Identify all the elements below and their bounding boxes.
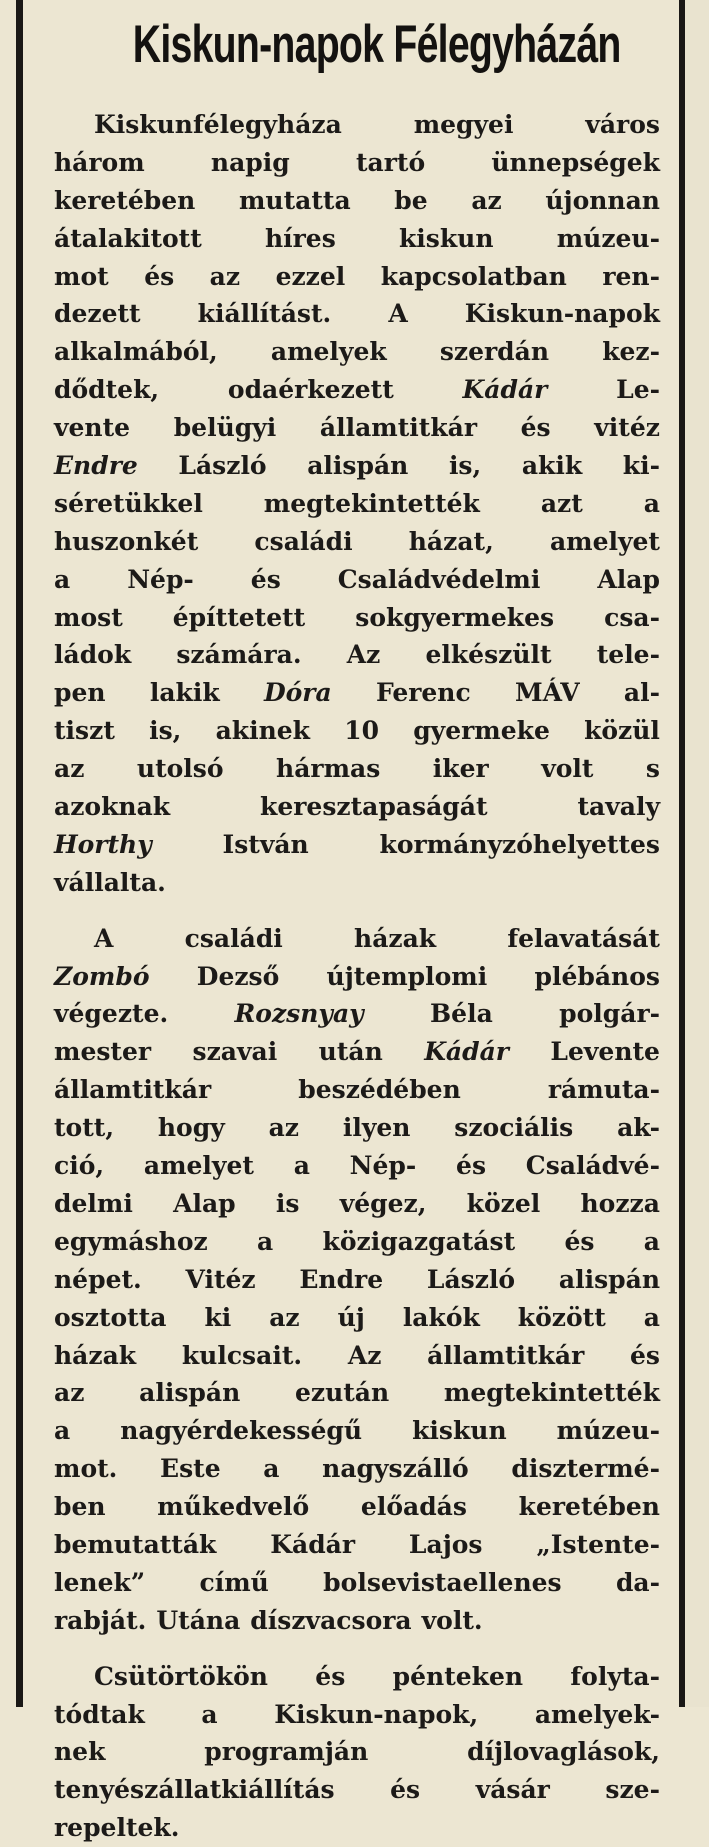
text-line <box>54 1185 660 1223</box>
word: átalakitott <box>54 223 202 253</box>
word: Levente <box>550 1037 660 1067</box>
word: az <box>54 1378 85 1408</box>
word: dezett <box>54 299 141 329</box>
word: múzeu- <box>556 1416 660 1446</box>
word: kez- <box>602 337 660 367</box>
word: tenyészállatkiállítás <box>54 1775 335 1805</box>
word: Az <box>347 1340 382 1370</box>
word: múzeu- <box>556 223 660 253</box>
word: közigazgatást <box>322 1226 516 1256</box>
word: ilyen <box>342 1113 411 1143</box>
word: Nép- <box>349 1151 417 1181</box>
text-line <box>54 333 660 371</box>
word: megyei <box>413 110 514 139</box>
word: alispán <box>139 1378 241 1408</box>
word: azoknak <box>54 792 171 822</box>
article-body <box>54 106 660 1847</box>
word: Csütörtökön <box>94 1661 268 1691</box>
word: László <box>178 451 267 481</box>
text-line <box>54 750 660 788</box>
word: most <box>54 602 123 632</box>
text-line <box>54 1261 660 1299</box>
text-line <box>54 1809 660 1847</box>
word: műkedvelő <box>157 1492 310 1522</box>
word: Kiskun-napok <box>464 299 660 329</box>
word: előadás <box>360 1492 467 1522</box>
text-line <box>54 144 660 182</box>
word: Alap <box>173 1188 236 1218</box>
word: ben <box>54 1492 106 1522</box>
italic-name: Endre <box>54 451 138 481</box>
word: házak <box>354 923 437 953</box>
word: Kiskun-napok, <box>274 1699 479 1729</box>
word: kormányzóhelyettes <box>379 829 660 859</box>
word: a <box>643 1226 660 1256</box>
word: és <box>520 413 551 443</box>
word: a <box>293 1151 310 1181</box>
word: egymáshoz <box>54 1226 208 1256</box>
italic-name: Kádár <box>424 1037 509 1067</box>
word: végezte. <box>54 999 169 1029</box>
word: ren- <box>602 261 660 291</box>
word: al- <box>623 678 660 708</box>
word: Vitéz <box>185 1264 256 1294</box>
text-line <box>54 864 660 902</box>
word: házak <box>54 1340 137 1370</box>
word: hogy <box>157 1113 225 1143</box>
word: díjlovaglások, <box>467 1737 660 1767</box>
word: pen <box>54 678 106 708</box>
text-line <box>54 1658 660 1696</box>
word: rámuta- <box>547 1075 660 1105</box>
word: számára. <box>176 640 302 670</box>
word: amelyet <box>143 1151 254 1181</box>
italic-name: Horthy <box>54 829 152 859</box>
word: tele- <box>596 640 660 670</box>
word: a <box>643 488 660 518</box>
italic-name: Zombó <box>54 961 150 991</box>
word: 10 <box>344 716 379 746</box>
word: napig <box>210 147 290 177</box>
word: lakik <box>149 678 220 708</box>
word: is, <box>149 716 182 746</box>
word: tavaly <box>577 792 660 822</box>
word: belügyi <box>173 413 277 443</box>
italic-name: Kádár <box>462 375 548 405</box>
word: építtetett <box>172 602 306 632</box>
word: Ferenc <box>375 678 471 708</box>
word: disztermé- <box>511 1454 660 1484</box>
word: szavai <box>192 1037 278 1067</box>
word: Este <box>160 1454 221 1484</box>
word: ládok <box>54 640 132 670</box>
word: vente <box>54 413 131 443</box>
word: tiszt <box>54 716 115 746</box>
word: Kádár <box>270 1529 356 1559</box>
word: Alap <box>597 564 660 594</box>
word: és <box>144 261 175 291</box>
word: az <box>268 1113 299 1143</box>
word: ció, <box>54 1151 105 1181</box>
text-line <box>54 1033 660 1071</box>
word: házat, <box>408 526 494 556</box>
text-line <box>54 1564 660 1602</box>
word: utolsó <box>136 754 224 784</box>
word: a <box>263 1454 280 1484</box>
word: nagyszálló <box>322 1454 469 1484</box>
word: dődtek, <box>54 375 160 405</box>
word: a <box>643 1302 660 1332</box>
word: csa- <box>604 602 660 632</box>
word: A <box>94 923 114 953</box>
word: s <box>645 754 660 784</box>
word: programján <box>204 1737 369 1767</box>
word: ünnepségek <box>491 147 660 177</box>
word: hármas <box>276 754 381 784</box>
word: delmi <box>54 1188 133 1218</box>
text-line <box>54 958 660 996</box>
article-paragraph <box>54 920 660 1640</box>
word: az <box>471 185 502 215</box>
text-line <box>54 295 660 333</box>
word: kulcsait. <box>181 1340 303 1370</box>
column-rule-left <box>16 0 23 1707</box>
word: amelyek- <box>534 1699 660 1729</box>
word: ak- <box>617 1113 660 1143</box>
italic-name: Dóra <box>263 678 332 708</box>
word: újtemplomi <box>326 961 488 991</box>
text-line <box>54 1412 660 1450</box>
article-headline: Kiskun-napok Félegyházán <box>132 15 621 74</box>
word: lakók <box>402 1302 480 1332</box>
text-line <box>54 1299 660 1337</box>
news-article <box>54 14 660 1847</box>
word: három <box>54 147 145 177</box>
text-line <box>54 1526 660 1564</box>
word: és <box>630 1340 660 1370</box>
word: megtekintették <box>263 488 480 518</box>
word: államtitkár <box>54 1075 212 1105</box>
text-line <box>54 409 660 447</box>
word: László <box>426 1264 516 1294</box>
word: volt <box>541 754 594 784</box>
word: gyermeke <box>413 716 550 746</box>
word: lenek” <box>54 1567 146 1597</box>
word: mot. <box>54 1454 118 1484</box>
text-line <box>54 1147 660 1185</box>
word: elkészült <box>425 640 552 670</box>
word: közül <box>584 716 660 746</box>
word: ezzel <box>275 261 346 291</box>
word: város <box>585 110 660 139</box>
word: az <box>209 261 241 291</box>
word: végez, <box>339 1188 427 1218</box>
word: az <box>54 754 85 784</box>
word: mutatta <box>238 185 351 215</box>
word: alispán <box>558 1264 660 1294</box>
word: amelyet <box>549 526 660 556</box>
word: új <box>337 1302 365 1332</box>
word: Családvé- <box>525 1151 660 1181</box>
word: a <box>201 1699 218 1729</box>
word: szerdán <box>439 337 550 367</box>
word: volt. <box>421 1605 483 1635</box>
italic-name: Rozsnyay <box>234 999 364 1029</box>
text-line <box>54 1733 660 1771</box>
word: folyta- <box>570 1661 660 1691</box>
word: a <box>257 1226 274 1256</box>
word: vállalta. <box>54 867 166 897</box>
text-line <box>54 106 660 144</box>
word: mot <box>54 261 109 291</box>
text-line <box>54 674 660 712</box>
word: családi <box>254 526 353 556</box>
word: be <box>394 185 428 215</box>
word: alispán <box>307 451 409 481</box>
text-line <box>54 258 660 296</box>
word: és <box>390 1775 421 1805</box>
paragraph-gap <box>54 1640 660 1658</box>
word: nagyérdekességű <box>120 1416 363 1446</box>
word: vásár <box>475 1775 550 1805</box>
word: keretében <box>518 1492 660 1522</box>
page-margin <box>685 0 709 1707</box>
word: között <box>517 1302 606 1332</box>
word: népet. <box>54 1264 142 1294</box>
word: amelyek <box>270 337 387 367</box>
text-line <box>54 523 660 561</box>
word: iker <box>432 754 489 784</box>
word: családi <box>184 923 283 953</box>
word: kiállítást. <box>197 299 332 329</box>
word: da- <box>615 1567 660 1597</box>
word: is <box>275 1188 300 1218</box>
word: bolsevistaellenes <box>323 1567 562 1597</box>
word: és <box>564 1226 595 1256</box>
word: és <box>315 1661 346 1691</box>
word: államtitkár <box>319 413 478 443</box>
text-line <box>54 1488 660 1526</box>
word: hozza <box>580 1188 660 1218</box>
text-line <box>54 182 660 220</box>
text-line <box>54 636 660 674</box>
text-line <box>54 712 660 750</box>
word: kiskun <box>398 223 494 253</box>
word: ezután <box>294 1378 390 1408</box>
word: MÁV <box>514 678 580 708</box>
word: tódtak <box>54 1699 145 1729</box>
word: rabját. <box>54 1605 147 1635</box>
word: államtitkár <box>427 1340 585 1370</box>
text-line <box>54 485 660 523</box>
word: Lajos <box>408 1529 483 1559</box>
text-line <box>54 1071 660 1109</box>
word: ki- <box>622 451 660 481</box>
text-line <box>54 599 660 637</box>
text-line <box>54 1450 660 1488</box>
word: pénteken <box>392 1661 524 1691</box>
text-line <box>54 1696 660 1734</box>
word: Kiskunfélegyháza <box>94 110 342 139</box>
text-line <box>54 920 660 958</box>
word: szociális <box>454 1113 574 1143</box>
word: vitéz <box>594 413 660 443</box>
word: István <box>222 829 309 859</box>
word: alkalmából, <box>54 337 218 367</box>
word: akik <box>521 451 583 481</box>
text-line <box>54 220 660 258</box>
word: nek <box>54 1737 106 1767</box>
word: Béla <box>430 999 493 1029</box>
word: beszédében <box>298 1075 461 1105</box>
word: kapcsolatban <box>380 261 567 291</box>
word: újonnan <box>545 185 660 215</box>
word: című <box>199 1567 269 1597</box>
word: sokgyermekes <box>355 602 555 632</box>
text-line <box>54 1771 660 1809</box>
word: ki <box>204 1302 232 1332</box>
word: osztotta <box>54 1302 167 1332</box>
text-line <box>54 371 660 409</box>
word: és <box>250 564 281 594</box>
text-line <box>54 561 660 599</box>
word: is, <box>448 451 482 481</box>
word: a <box>54 1416 71 1446</box>
word: huszonkét <box>54 526 199 556</box>
word: keretében <box>54 185 196 215</box>
word: Nép- <box>127 564 194 594</box>
word: repeltek. <box>54 1813 180 1843</box>
text-line <box>54 447 660 485</box>
text-line <box>54 1223 660 1261</box>
text-line <box>54 1337 660 1375</box>
word: mester <box>54 1037 152 1067</box>
text-line <box>54 1602 660 1640</box>
word: bemutatták <box>54 1529 217 1559</box>
word: Családvédelmi <box>337 564 541 594</box>
word: azt <box>540 488 583 518</box>
word: kiskun <box>412 1416 507 1446</box>
word: Le- <box>616 375 660 405</box>
paragraph-gap <box>54 902 660 920</box>
word: keresztapaságát <box>260 792 488 822</box>
word: sze- <box>605 1775 660 1805</box>
word: az <box>269 1302 300 1332</box>
word: megtekintették <box>443 1378 660 1408</box>
word: „Istente- <box>536 1529 660 1559</box>
text-line <box>54 1109 660 1147</box>
word: tartó <box>356 147 426 177</box>
text-line <box>54 826 660 864</box>
word: odaérkezett <box>227 375 394 405</box>
word: híres <box>264 223 336 253</box>
text-line <box>54 788 660 826</box>
text-line <box>54 1374 660 1412</box>
word: után <box>318 1037 383 1067</box>
word: plébános <box>534 961 660 991</box>
article-paragraph <box>54 1658 660 1847</box>
word: közel <box>466 1188 541 1218</box>
word: Utána <box>156 1605 241 1635</box>
text-line <box>54 995 660 1033</box>
word: séretükkel <box>54 488 203 518</box>
word: akinek <box>215 716 310 746</box>
word: és <box>456 1151 487 1181</box>
word: Az <box>346 640 381 670</box>
word: díszvacsora <box>250 1605 412 1635</box>
word: polgár- <box>559 999 660 1029</box>
word: Dezső <box>196 961 280 991</box>
word: Endre <box>299 1264 384 1294</box>
word: tott, <box>54 1113 115 1143</box>
article-paragraph <box>54 106 660 902</box>
word: a <box>54 564 71 594</box>
word: felavatását <box>507 923 660 953</box>
word: A <box>388 299 408 329</box>
